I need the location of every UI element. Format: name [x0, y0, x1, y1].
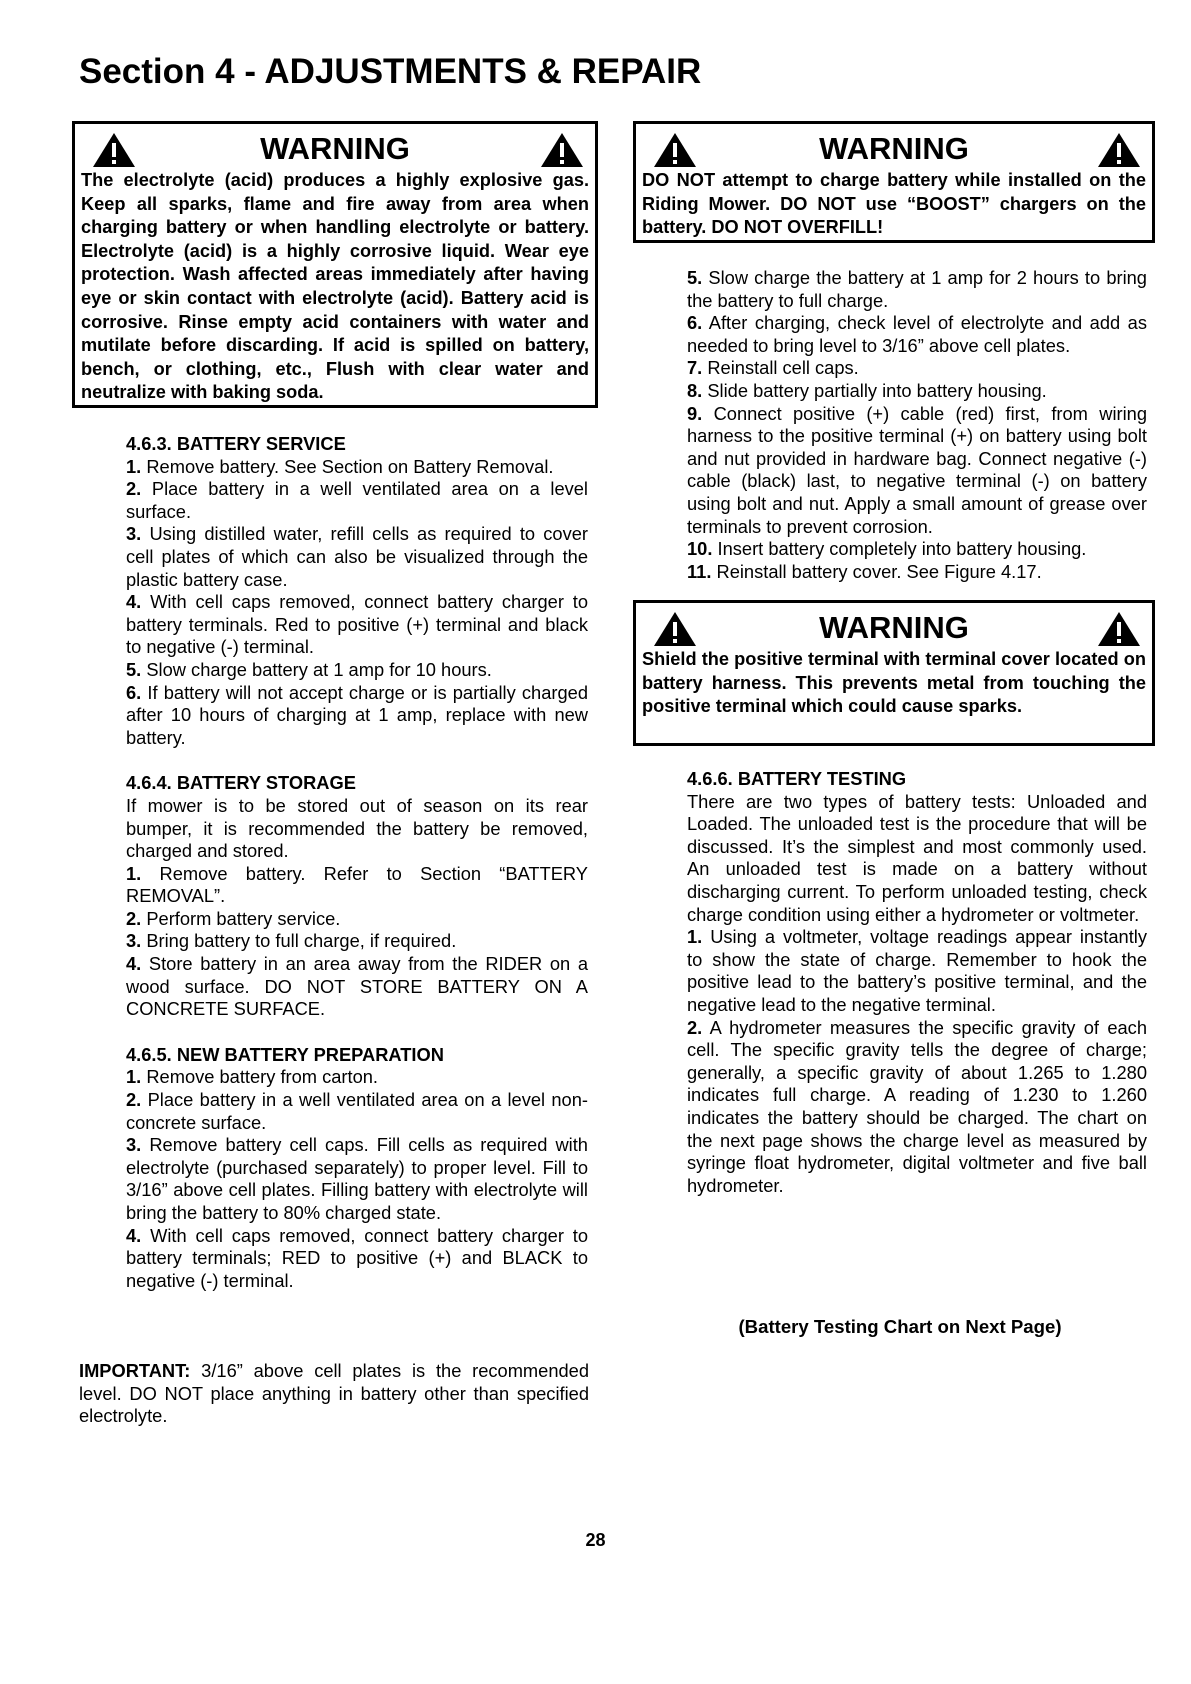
warning-triangle-icon: [539, 131, 585, 169]
warning-text: DO NOT attempt to charge battery while installed on the Riding Mower. DO NOT use “BOOST” chargers on the battery. DO NOT OVERFILL!: [642, 170, 1146, 238]
list-item: 1. Remove battery. Refer to Section “BATTERY REMOVAL”.: [126, 862, 588, 907]
list-item: 11. Reinstall battery cover. See Figure 4.17.: [687, 560, 1042, 582]
warning-header: [81, 129, 589, 169]
warning-text: The electrolyte (acid) produces a highly explosive gas. Keep all sparks, flame and fire away from area when charging battery or when handling electrolyte or battery. Electrolyte (acid) is a highly corrosive liquid. Wear eye protection. Wash affected areas immediately after having eye or skin contact with electrolyte (acid). Battery acid is corrosive. Rinse empty acid containers with water and mutilate before discarding. If acid is spilled on battery, bench, or clothing, etc., Flush with clear water and neutralize with baking soda.: [81, 170, 589, 403]
warning-box-charging: [633, 121, 1155, 243]
list-item: 1. Remove battery from carton.: [126, 1066, 378, 1088]
list-item: 9. Connect positive (+) cable (red) first, from wiring harness to the positive terminal (+) on battery using bolt and nut provided in hardware bag. Connect negative (-) cable (black) last, to negative terminal (-) on battery using bolt and nut. Apply a small amount of grease over terminals to prevent corrosion.: [687, 402, 1147, 537]
warning-heading: WARNING: [819, 131, 969, 166]
warning-box-electrolyte: [72, 121, 598, 408]
left-column: [126, 433, 588, 1292]
warning-heading: WARNING: [819, 610, 969, 645]
warning-text: Shield the positive terminal with terminal cover located on battery harness. This prevents metal from touching the positive terminal which could cause sparks.: [642, 649, 1146, 717]
list-item: 1. Remove battery. See Section on Battery Removal.: [126, 455, 554, 477]
paragraph: There are two types of battery tests: Unloaded and Loaded. The unloaded test is the procedure that will be discussed. It’s the simplest and most commonly used. An unloaded test is made on a battery without discharging current. To perform unloaded testing, check charge condition using either a hydrometer or voltmeter.: [687, 790, 1147, 925]
page-title: Section 4 - ADJUSTMENTS & REPAIR: [79, 52, 702, 91]
new-battery-heading: 4.6.5. NEW BATTERY PREPARATION: [126, 1043, 444, 1065]
page-number: 28: [585, 1530, 606, 1550]
warning-triangle-icon: [1096, 131, 1142, 169]
list-item: 4. With cell caps removed, connect battery charger to battery terminals. Red to positive (+) terminal and black to negative (-) terminal.: [126, 591, 588, 658]
warning-box-terminal: [633, 600, 1155, 746]
warning-heading: WARNING: [260, 131, 410, 166]
list-item: 5. Slow charge battery at 1 amp for 10 hours.: [126, 658, 492, 680]
list-item: 2. Place battery in a well ventilated area on a level non-concrete surface.: [126, 1089, 588, 1133]
paragraph: If mower is to be stored out of season on its rear bumper, it is recommended the battery be removed, charged and stored.: [126, 794, 588, 862]
right-column-steps: [687, 267, 1147, 583]
battery-testing-section: [687, 768, 1147, 1197]
list-item: 7. Reinstall cell caps.: [687, 357, 859, 379]
warning-header: [642, 608, 1146, 648]
next-page-note: (Battery Testing Chart on Next Page): [738, 1316, 1062, 1337]
list-item: 4. Store battery in an area away from the RIDER on a wood surface. DO NOT STORE BATTERY ON A CONCRETE SURFACE.: [126, 953, 588, 1020]
list-item: 6. If battery will not accept charge or is partially charged after 10 hours of charging at 1 amp, replace with new battery.: [126, 681, 588, 748]
list-item: 5. Slow charge the battery at 1 amp for 2 hours to bring the battery to full charge.: [687, 267, 1147, 311]
list-item: 6. After charging, check level of electrolyte and add as needed to bring level to 3/16” above cell plates.: [687, 312, 1147, 356]
list-item: 1. Using a voltmeter, voltage readings appear instantly to show the state of charge. Remember to hook the positive lead to the battery’s positive terminal, and the negative lead to the negative terminal.: [687, 926, 1147, 1015]
list-item: 2. A hydrometer measures the specific gravity of each cell. The specific gravity tells the degree of charge; generally, a specific gravity of about 1.265 to 1.280 indicates full charge. A reading of 1.230 to 1.260 indicates the battery should be charged. The chart on the next page shows the charge level as measured by syringe float hydrometer, digital voltmeter and five ball hydrometer.: [687, 1016, 1147, 1196]
warning-triangle-icon: [1096, 610, 1142, 648]
list-item: 2. Place battery in a well ventilated area on a level surface.: [126, 478, 588, 522]
list-item: 3. Using distilled water, refill cells as required to cover cell plates of which can also be visualized through the plastic battery case.: [126, 523, 588, 590]
list-item: 3. Remove battery cell caps. Fill cells as required with electrolyte (purchased separately) to proper level. Fill to 3/16” above cell plates. Filling battery with electrolyte will bring the battery to 80% charged state.: [126, 1134, 588, 1223]
battery-testing-heading: 4.6.6. BATTERY TESTING: [687, 768, 907, 789]
list-item: 2. Perform battery service.: [126, 907, 341, 929]
warning-header: [642, 129, 1146, 169]
list-item: 8. Slide battery partially into battery housing.: [687, 379, 1047, 401]
list-item: 10. Insert battery completely into battery housing.: [687, 538, 1087, 560]
list-item: 3. Bring battery to full charge, if required.: [126, 930, 457, 952]
battery-storage-heading: 4.6.4. BATTERY STORAGE: [126, 772, 356, 794]
list-item: 4. With cell caps removed, connect battery charger to battery terminals; RED to positive (+) and BLACK to negative (-) terminal.: [126, 1224, 588, 1291]
important-note: IMPORTANT: 3/16” above cell plates is the recommended level. DO NOT place anything in battery other than specified electrolyte.: [79, 1360, 589, 1427]
battery-service-heading: 4.6.3. BATTERY SERVICE: [126, 433, 346, 454]
